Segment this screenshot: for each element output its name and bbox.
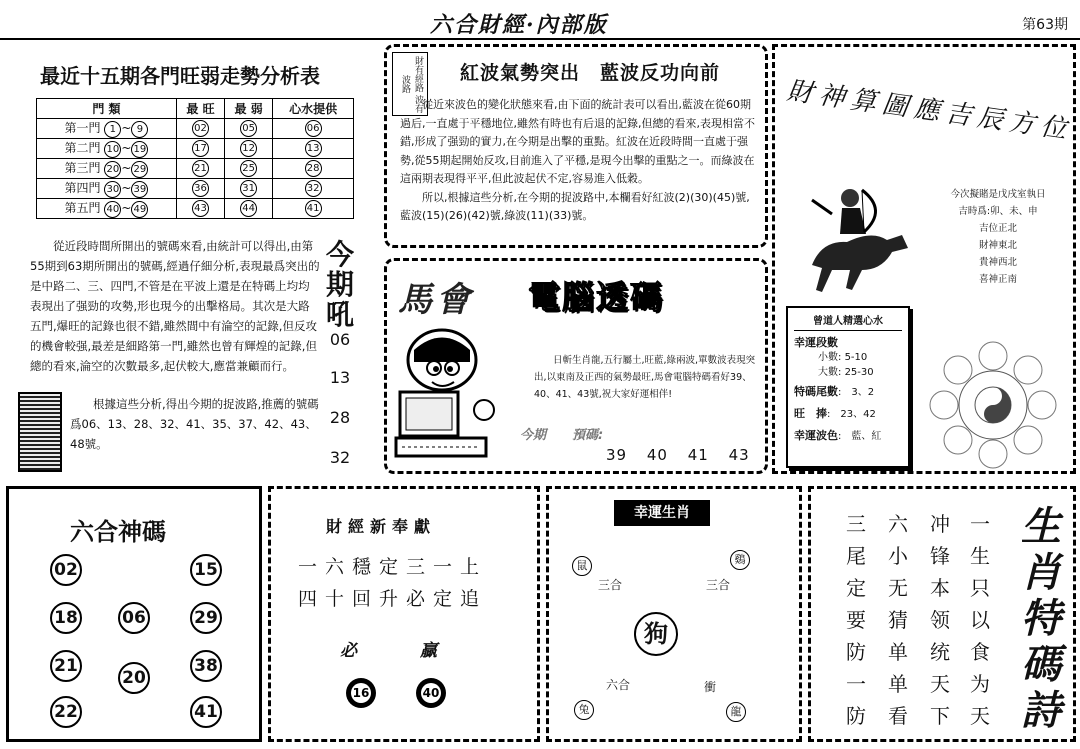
- trend-table: [36, 98, 354, 219]
- trend-recommend-paragraph: 根據這些分析,得出今期的捉波路,推薦的號碼爲06、13、28、32、41、35、37、42、43、48號。: [70, 397, 319, 451]
- caijing-number: [416, 678, 446, 708]
- deity-info-line: 吉位正北: [978, 223, 1017, 234]
- max-value: 21: [192, 160, 209, 177]
- wave-paragraph: 從近來波色的變化狀態來看,由下面的統計表可以看出,藍波在從60期過后,一直處于平穩地位,雖然有時也有后退的記錄,但總的看來,表現相當不錯,形成了强勁的實力,在今期是出擊的重點。紅波在近段時間一直處于强勢,從55期起開始反攻,目前進入了平穩,是現今出擊的重點之一。而綠波在這兩期表現得平平,但此波起伏不定,容易進入低穀。: [400, 98, 755, 185]
- deity-info: [928, 186, 1068, 288]
- caijing-line: 一六穩定三一上: [298, 556, 488, 578]
- caijing-bi: 必: [340, 641, 357, 661]
- computer-text: 日斬生肖龍,五行屬土,旺藍,綠兩波,單數波表現突出,以東南及正西的氣勢最旺,馬會電腦特碼看好39、40、41、43號,祝大家好運相伴!: [534, 355, 756, 400]
- wang-value: : 23、42: [827, 409, 876, 420]
- range-end: 29: [131, 161, 148, 178]
- range-start: 30: [104, 181, 121, 198]
- max-value: 02: [192, 120, 209, 137]
- tip-value: 06: [305, 120, 322, 137]
- jinqi-heading: 今期吼: [325, 238, 354, 331]
- range-start: 40: [104, 201, 121, 218]
- zodiac-rooster: 鷄: [730, 550, 750, 570]
- warrior-on-horse-icon: [792, 170, 922, 300]
- liuhe-number: 29: [190, 602, 222, 634]
- liuhe-number: 18: [50, 602, 82, 634]
- tip-value: 41: [305, 200, 322, 217]
- wave-title: 紅波氣勢突出 藍波反功向前: [460, 62, 721, 84]
- range-start: 10: [104, 141, 121, 158]
- range-end: 19: [131, 141, 148, 158]
- min-value: 31: [240, 180, 257, 197]
- liuhe-number: 02: [50, 554, 82, 586]
- gate-name: 第三門: [64, 161, 101, 175]
- caijing-ying: 贏: [420, 641, 437, 661]
- deity-info-line: 財神東北: [978, 240, 1017, 251]
- zodiac-dragon: 龍: [726, 702, 746, 722]
- color-value: : 藍、紅: [838, 431, 882, 442]
- liuhe-number: 41: [190, 696, 222, 728]
- liuhe-number: 21: [50, 650, 82, 682]
- range-start: 20: [104, 161, 121, 178]
- computer-number: 41: [687, 446, 709, 464]
- poem-column: 六小无猜单单看: [888, 512, 908, 728]
- zodiac-rat: 鼠: [572, 556, 592, 576]
- max-value: 36: [192, 180, 209, 197]
- computer-numbers: [606, 446, 750, 464]
- gate-name: 第二門: [64, 141, 101, 155]
- computer-title-left: 馬會: [398, 280, 474, 320]
- column-header: 最 旺: [176, 99, 224, 119]
- liuhe-title: 六合神碼: [70, 518, 166, 546]
- computer-number: 40: [646, 446, 668, 464]
- table-row: 第二門 10 ~ 19 17 12 13: [37, 139, 354, 159]
- column-header: 最 弱: [225, 99, 273, 119]
- small-label: 小數:: [818, 352, 842, 363]
- liuhe-label: 六合: [606, 678, 631, 692]
- table-header-row: [37, 99, 354, 119]
- computer-subtitle: 今期 預碼:: [520, 428, 604, 443]
- tail-label: 特碼尾數: [794, 385, 838, 398]
- computer-number: 43: [728, 446, 750, 464]
- lucky-num-label: 幸運段數: [794, 336, 838, 349]
- poem-column: 冲锋本领统天下: [930, 512, 950, 728]
- bagua-compass-icon: [928, 340, 1058, 470]
- jinqi-number: 28: [329, 408, 351, 427]
- gate-name: 第一門: [64, 121, 101, 135]
- poem-column: 一生只以食为天: [970, 512, 990, 728]
- caijing-line: 四十回升必定追: [298, 588, 488, 610]
- caijing-number-text: 16: [351, 683, 371, 703]
- trend-analysis-paragraph: 從近段時間所開出的號碼來看,由統計可以得出,由第55期到63期所開出的號碼,經過仔細分析,表現最爲突出的是中路二、三、四門,不管是在平波上還是在特碼上均均表現出了强勁的攻勢,形也現今的出擊格局。其次是大路五門,爆旺的記錄也很不錯,雖然間中有淪空的記錄,但反攻的機會較强,最差是細路第一門,雖然也曾有輝煌的記錄,但總的看來,淪空的次數最多,起伏較大,應當兼顧而行。: [30, 239, 320, 373]
- min-value: 25: [240, 160, 257, 177]
- liuhe-number: 15: [190, 554, 222, 586]
- gate-name: 第五門: [64, 201, 101, 215]
- jinqi-number: 13: [329, 368, 351, 387]
- min-value: 12: [240, 140, 257, 157]
- liuhe-number: 38: [190, 650, 222, 682]
- range-end: 9: [131, 121, 148, 138]
- deity-info-line: 貴神西北: [978, 257, 1017, 268]
- cartoon-computer-icon: [392, 320, 522, 465]
- caijing-number-text: 40: [421, 683, 441, 703]
- table-row: 第五門 40 ~ 49 43 44 41: [37, 199, 354, 219]
- wave-paragraph: 所以,根據這些分析,在今期的捉波路中,本欄看好紅波(2)(30)(45)號,藍波(15)(26)(42)號,綠波(11)(33)號。: [400, 190, 750, 222]
- small-value: 5-10: [844, 352, 868, 363]
- liuhe-number: 22: [50, 696, 82, 728]
- computer-number: 39: [606, 446, 628, 464]
- liuhe-number: 06: [118, 602, 150, 634]
- min-value: 44: [240, 200, 257, 217]
- gate-name: 第四門: [64, 181, 101, 195]
- table-row: 第三門 20 ~ 29 21 25 28: [37, 159, 354, 179]
- deity-title: 財神算圖應吉辰方位: [784, 75, 1075, 146]
- column-header: 門 類: [37, 99, 177, 119]
- sanhe-label: 三合: [706, 578, 731, 592]
- header-divider: [0, 38, 1080, 40]
- wang-label: 旺 捧: [794, 407, 827, 420]
- range-end: 49: [131, 201, 148, 218]
- caijing-number: [346, 678, 376, 708]
- jinqi-number: 06: [329, 330, 351, 349]
- deity-info-line: 吉時爲:卯、未、申: [958, 206, 1038, 217]
- wave-text: [400, 96, 756, 226]
- range-end: 39: [131, 181, 148, 198]
- computer-title-right: 電腦透碼: [528, 278, 665, 316]
- lucky-picks-box: [786, 306, 910, 468]
- column-header: 心水提供: [273, 99, 354, 119]
- table-row: 第四門 30 ~ 39 36 31 32: [37, 179, 354, 199]
- zodiac-title: 幸運生肖: [614, 500, 710, 526]
- zodiac-rabbit: 兔: [574, 700, 594, 720]
- jinqi-number: 32: [329, 448, 351, 467]
- zodiac-center: 狗: [634, 612, 678, 656]
- chong-label: 衝: [704, 680, 717, 694]
- tail-value: : 3、2: [838, 387, 875, 398]
- deity-info-line: 今次擬賭是戊戌室執日: [950, 189, 1046, 200]
- caijing-title: 財經新奉獻: [326, 517, 437, 536]
- lucky-title: 曾道人精選心水: [794, 312, 902, 331]
- newspaper-title: 六合財經·內部版: [430, 12, 608, 38]
- stamp-image: [18, 392, 62, 472]
- max-value: 43: [192, 200, 209, 217]
- trend-table-title: 最近十五期各門旺弱走勢分析表: [40, 64, 320, 88]
- sanhe-label: 三合: [598, 578, 623, 592]
- tip-value: 28: [305, 160, 322, 177]
- liuhe-number: 20: [118, 662, 150, 694]
- poem-column: 三尾定要防一防: [846, 512, 866, 728]
- max-value: 17: [192, 140, 209, 157]
- issue-number: 第63期: [1022, 17, 1068, 33]
- big-label: 大數:: [818, 367, 842, 378]
- wave-badge: 財有經路 波有波路: [392, 52, 428, 116]
- table-row: 第一門 1 ~ 9 02 05 06: [37, 119, 354, 139]
- min-value: 05: [240, 120, 257, 137]
- tip-value: 32: [305, 180, 322, 197]
- poem-big-title: 生肖特碼詩: [1021, 503, 1061, 734]
- tip-value: 13: [305, 140, 322, 157]
- range-start: 1: [104, 121, 121, 138]
- color-label: 幸運波色: [794, 429, 838, 442]
- big-value: 25-30: [844, 367, 874, 378]
- deity-info-line: 喜神正南: [978, 274, 1017, 285]
